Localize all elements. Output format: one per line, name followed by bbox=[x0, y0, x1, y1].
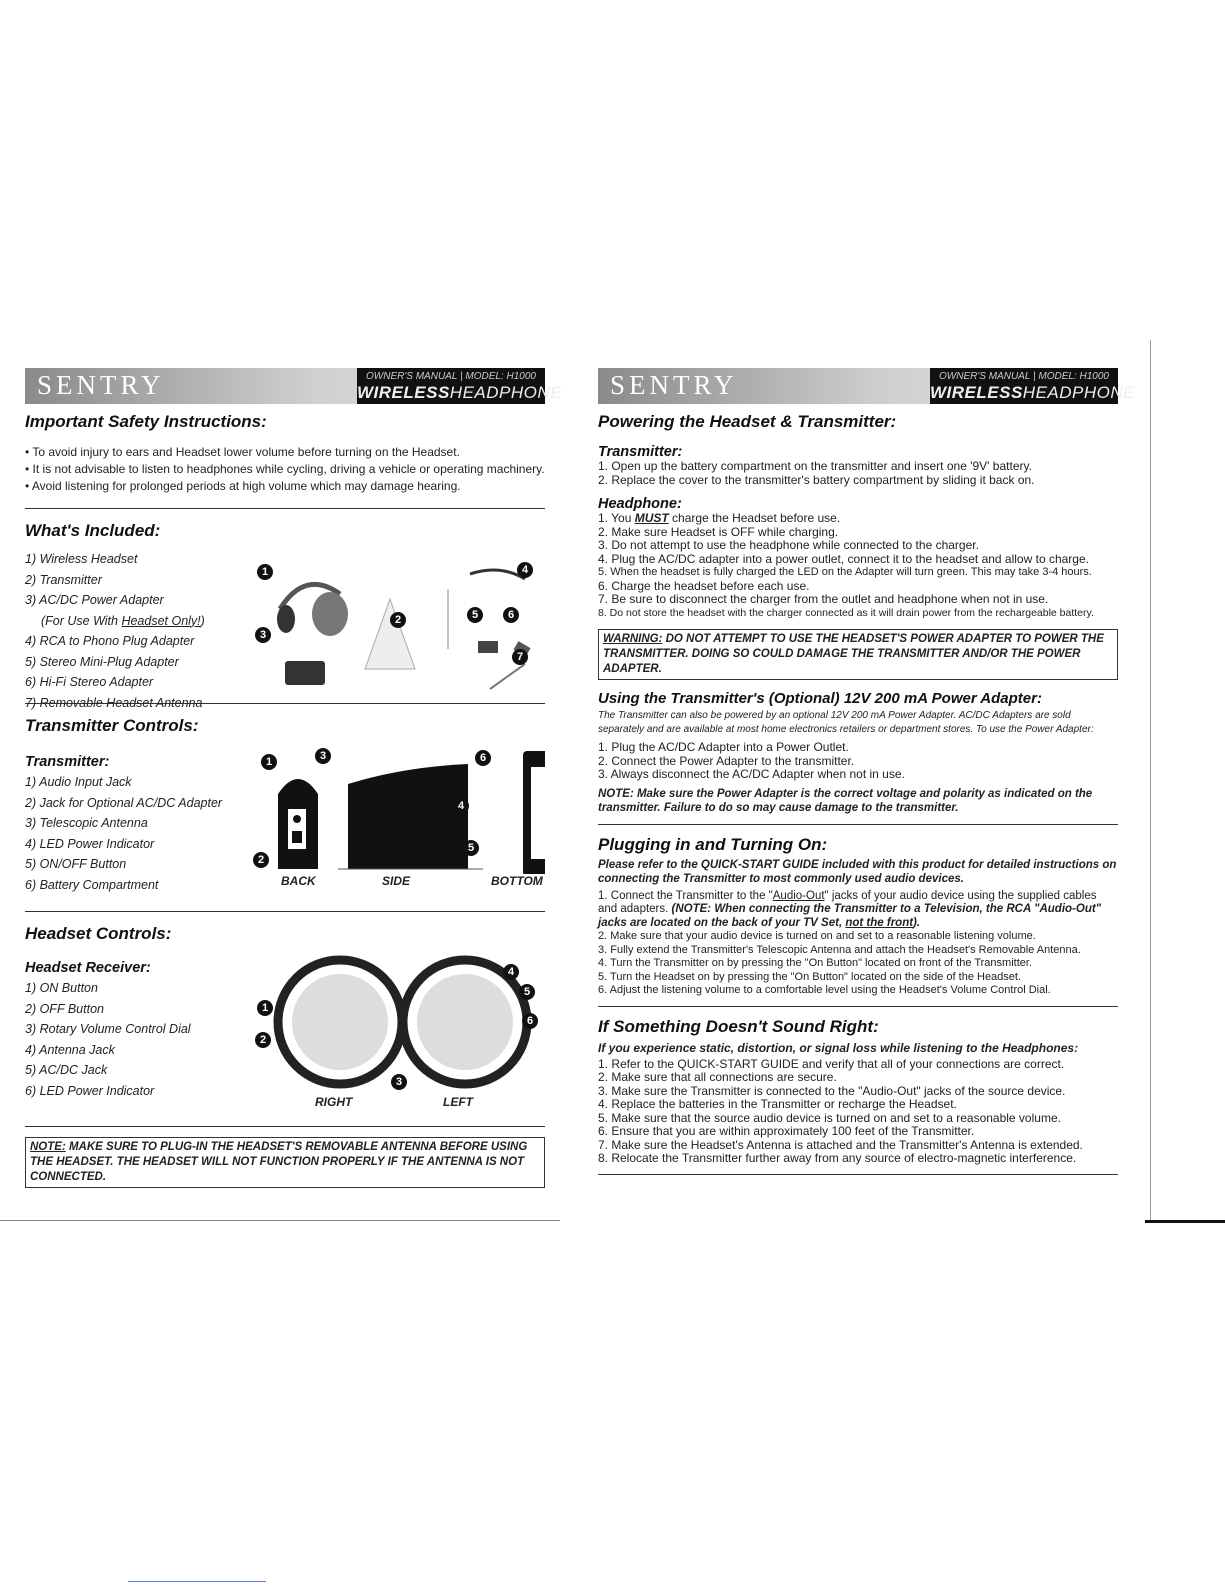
headphone-subtitle: Headphone: bbox=[598, 496, 682, 512]
safety-title: Important Safety Instructions: bbox=[25, 412, 267, 431]
model-box bbox=[930, 368, 1135, 404]
headset-subtitle: Headset Receiver: bbox=[25, 960, 151, 976]
transmitter-illustration bbox=[253, 739, 545, 874]
page-header bbox=[598, 368, 1135, 404]
list-item: 2. Replace the cover to the transmitter's battery compartment by sliding it back on. bbox=[598, 472, 1035, 487]
list-item: 5. When the headset is fully charged the LED on the Adapter will turn green. This may take 3-4 hours. bbox=[598, 566, 1092, 578]
caption-side: SIDE bbox=[382, 874, 411, 888]
list-item: 3. Always disconnect the AC/DC Adapter when not in use. bbox=[598, 767, 905, 781]
trouble-steps bbox=[598, 1058, 1118, 1166]
list-item: 1) ON Button bbox=[25, 981, 98, 995]
list-item: 4) LED Power Indicator bbox=[25, 836, 155, 851]
list-item: 8. Relocate the Transmitter further away from any source of electro-magnetic interference. bbox=[598, 1151, 1077, 1165]
list-item: 4. Replace the batteries in the Transmitter or recharge the Headset. bbox=[598, 1097, 957, 1111]
headset-controls-section bbox=[25, 912, 545, 1120]
hs-marker-4: 4 bbox=[503, 964, 519, 980]
brand-logo: SENTRY bbox=[37, 370, 165, 400]
list-item: 5) AC/DC Jack bbox=[25, 1063, 108, 1077]
left-page bbox=[25, 368, 562, 1188]
caption-left: LEFT bbox=[443, 1095, 473, 1109]
list-item: 5) ON/OFF Button bbox=[25, 857, 127, 871]
safety-item: • To avoid injury to ears and Headset lower volume before turning on the Headset. bbox=[25, 445, 460, 459]
marker-3: 3 bbox=[255, 627, 271, 643]
list-item: 6. Charge the headset before each use. bbox=[598, 578, 810, 593]
list-item: 2) Transmitter bbox=[25, 572, 102, 587]
scan-edge bbox=[1150, 340, 1151, 1220]
caption-back: BACK bbox=[281, 874, 316, 888]
safety-item: • It is not advisable to listen to headphones while cycling, driving a vehicle or operating machinery. bbox=[25, 462, 545, 476]
transmitter-controls-section bbox=[25, 704, 545, 899]
list-item: 6. Adjust the listening volume to a comfortable level using the Headset's Volume Control Dial. bbox=[598, 984, 1051, 996]
headset-illustration bbox=[270, 947, 540, 1097]
hs-marker-6: 6 bbox=[522, 1013, 538, 1029]
list-item: 6. Ensure that you are within approximately 100 feet of the Transmitter. bbox=[598, 1124, 975, 1138]
marker-2: 2 bbox=[390, 612, 406, 628]
list-item: 2) Jack for Optional AC/DC Adapter bbox=[25, 795, 223, 810]
scan-edge bbox=[0, 1220, 560, 1221]
warning-box: WARNING: DO NOT ATTEMPT TO USE THE HEADSET'S POWER ADAPTER TO POWER THE TRANSMITTER. DOING SO COULD DAMAGE THE TRANSMITTER AND/OR THE POWER ADAPTER. bbox=[598, 629, 1118, 680]
tx-marker-3: 3 bbox=[315, 748, 331, 764]
marker-4: 4 bbox=[517, 562, 533, 578]
adapter-title: Using the Transmitter's (Optional) 12V 200 mA Power Adapter: bbox=[598, 690, 1042, 707]
list-item: 3) AC/DC Power Adapter bbox=[25, 593, 164, 607]
tx-marker-2: 2 bbox=[253, 852, 269, 868]
list-item: 1. Plug the AC/DC Adapter into a Power Outlet. bbox=[598, 740, 849, 754]
marker-5: 5 bbox=[467, 607, 483, 623]
list-item: 4. Plug the AC/DC adapter into a power outlet, connect it to the headset and allow to charge. bbox=[598, 551, 1089, 566]
adapter-intro: The Transmitter can also be powered by an optional 12V 200 mA Power Adapter. AC/DC Adapters are sold separately and are available at most home electronics retailers or department stores. To use the Power Adapter: bbox=[598, 710, 1094, 735]
transmitter-controls-title: Transmitter Controls: bbox=[25, 716, 199, 735]
divider bbox=[598, 824, 1118, 825]
transmitter-subtitle: Transmitter: bbox=[25, 754, 110, 770]
manual-label: OWNER'S MANUAL | MODEL: H1000 bbox=[939, 371, 1109, 382]
safety-item: • Avoid listening for prolonged periods at high volume which may damage hearing. bbox=[25, 479, 461, 493]
scan-edge bbox=[128, 1581, 266, 1582]
adapter-note: NOTE: Make sure the Power Adapter is the correct voltage and polarity as indicated on the transmitter. Failure to do so may cause damage to the transmitter. bbox=[598, 787, 1093, 814]
product-name: WIRELESSHEADPHONE bbox=[930, 383, 1135, 402]
list-item: 3. Fully extend the Transmitter's Telescopic Antenna and attach the Headset's Removable Antenna. bbox=[598, 943, 1081, 956]
list-item: 6) Battery Compartment bbox=[25, 877, 159, 892]
model-box bbox=[357, 368, 562, 404]
adapter-steps bbox=[598, 741, 1118, 782]
transmitter-subtitle: Transmitter: bbox=[598, 444, 683, 460]
headset-controls-title: Headset Controls: bbox=[25, 924, 172, 943]
included-title: What's Included: bbox=[25, 521, 161, 540]
brand-logo: SENTRY bbox=[610, 370, 738, 400]
list-item: 5. Make sure that the source audio device is turned on and set to a reasonable volume. bbox=[598, 1110, 1061, 1125]
tx-marker-4: 4 bbox=[453, 798, 469, 814]
marker-1: 1 bbox=[257, 564, 273, 580]
product-name: WIRELESSHEADPHONE bbox=[357, 383, 562, 402]
marker-7: 7 bbox=[512, 649, 528, 665]
list-item: 6) Hi-Fi Stereo Adapter bbox=[25, 675, 154, 689]
list-item: 3) Telescopic Antenna bbox=[25, 816, 148, 830]
tx-marker-5: 5 bbox=[463, 840, 479, 856]
hs-marker-3: 3 bbox=[391, 1074, 407, 1090]
trouble-title: If Something Doesn't Sound Right: bbox=[598, 1016, 879, 1036]
plugging-intro: Please refer to the QUICK-START GUIDE included with this product for detailed instructions on connecting the Transmitter to most commonly used audio devices. bbox=[598, 858, 1117, 885]
list-item: 2. Make sure Headset is OFF while charging. bbox=[598, 524, 839, 539]
tx-marker-1: 1 bbox=[261, 754, 277, 770]
safety-list bbox=[25, 444, 545, 495]
list-item: 3. Do not attempt to use the headphone while connected to the charger. bbox=[598, 538, 979, 552]
list-item: 3) Rotary Volume Control Dial bbox=[25, 1022, 191, 1036]
caption-bottom: BOTTOM bbox=[491, 874, 543, 888]
divider bbox=[598, 1006, 1118, 1007]
list-item: 2) OFF Button bbox=[25, 1001, 104, 1016]
whats-included-section bbox=[25, 509, 545, 710]
marker-6: 6 bbox=[503, 607, 519, 623]
hs-marker-2: 2 bbox=[255, 1032, 271, 1048]
trouble-intro: If you experience static, distortion, or signal loss while listening to the Headphones: bbox=[598, 1040, 1079, 1055]
list-item-note: (For Use With Headset Only!) bbox=[41, 613, 205, 628]
divider bbox=[25, 1126, 545, 1127]
list-item: 4) RCA to Phono Plug Adapter bbox=[25, 634, 195, 648]
list-item: 5) Stereo Mini-Plug Adapter bbox=[25, 654, 179, 669]
list-item: 2. Make sure that your audio device is turned on and set to a reasonable listening volume. bbox=[598, 930, 1036, 942]
scan-edge bbox=[1145, 1220, 1225, 1223]
hs-marker-1: 1 bbox=[257, 1000, 273, 1016]
manual-label: OWNER'S MANUAL | MODEL: H1000 bbox=[366, 371, 536, 382]
hs-marker-5: 5 bbox=[519, 984, 535, 1000]
right-page bbox=[598, 368, 1135, 1175]
powering-title: Powering the Headset & Transmitter: bbox=[598, 412, 897, 431]
divider bbox=[598, 1174, 1118, 1175]
list-item: 1) Audio Input Jack bbox=[25, 775, 132, 789]
list-item: 8. Do not store the headset with the charger connected as it will drain power from the rechargeable battery. bbox=[598, 606, 1094, 619]
list-item: 1. You MUST charge the Headset before use. bbox=[598, 511, 841, 525]
list-item: 6) LED Power Indicator bbox=[25, 1083, 155, 1098]
list-item: 1. Connect the Transmitter to the "Audio-Out" jacks of your audio device using the supplied cables and adapters. (NOTE: When connecting the Transmitter to a Television, the RCA "Audio-Out" jacks are located on the back of your TV Set, not the front). bbox=[598, 889, 1102, 929]
page-header bbox=[25, 368, 562, 404]
list-item: 1) Wireless Headset bbox=[25, 552, 138, 566]
list-item: 1. Open up the battery compartment on the transmitter and insert one '9V' battery. bbox=[598, 459, 1032, 473]
antenna-note: NOTE: MAKE SURE TO PLUG-IN THE HEADSET'S REMOVABLE ANTENNA BEFORE USING THE HEADSET. THE HEADSET WILL NOT FUNCTION PROPERLY IF THE ANTENNA IS NOT CONNECTED. bbox=[25, 1137, 545, 1188]
list-item: 5. Turn the Headset on by pressing the "On Button" located on the side of the Headset. bbox=[598, 970, 1022, 983]
list-item: 4) Antenna Jack bbox=[25, 1042, 115, 1057]
caption-right: RIGHT bbox=[315, 1095, 353, 1109]
plugging-title: Plugging in and Turning On: bbox=[598, 834, 828, 854]
list-item: 4. Turn the Transmitter on by pressing the "On Button" located on front of the Transmitter. bbox=[598, 957, 1032, 969]
list-item: 2. Make sure that all connections are secure. bbox=[598, 1070, 837, 1084]
tx-marker-6: 6 bbox=[475, 750, 491, 766]
list-item: 7) Removable Headset Antenna bbox=[25, 695, 203, 710]
list-item: 7. Be sure to disconnect the charger from the outlet and headphone when not in use. bbox=[598, 592, 1049, 606]
list-item: 3. Make sure the Transmitter is connected to the "Audio-Out" jacks of the source device. bbox=[598, 1083, 1066, 1098]
list-item: 7. Make sure the Headset's Antenna is attached and the Transmitter's Antenna is extended. bbox=[598, 1137, 1083, 1152]
list-item: 1. Refer to the QUICK-START GUIDE and verify that all of your connections are correct. bbox=[598, 1056, 1065, 1071]
list-item: 2. Connect the Power Adapter to the transmitter. bbox=[598, 753, 855, 768]
